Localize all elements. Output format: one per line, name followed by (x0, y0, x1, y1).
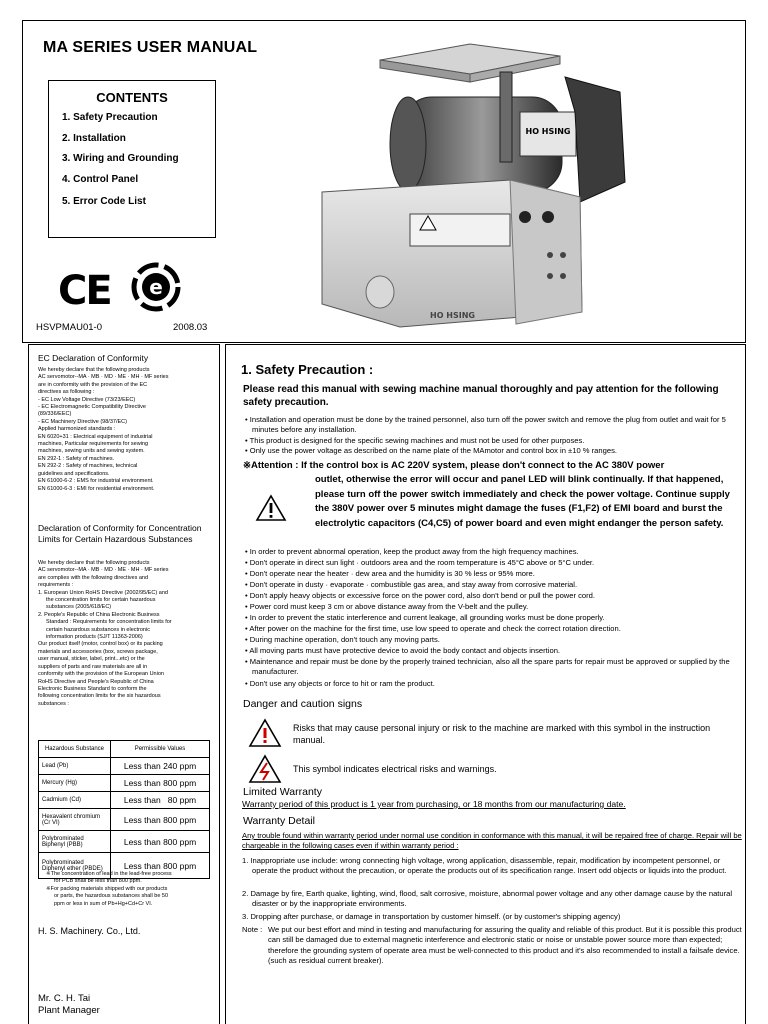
rohs-line: substances : (38, 700, 69, 707)
electrical-hazard-icon (248, 754, 282, 784)
ec-line: machines, sewing units and sewing system. (38, 448, 145, 455)
warranty-detail-heading: Warranty Detail (243, 815, 315, 827)
recycle-e-letter: e (149, 275, 163, 299)
ec-line: EN 292-2 : Safety of machines, technical (38, 463, 138, 470)
limited-warranty-heading: Limited Warranty (243, 786, 322, 798)
bullet-item: • Only use the power voltage as described on the name plate of the MAmotor and control box in ±10 % ranges. (245, 446, 617, 455)
signer-title: Plant Manager (38, 1005, 100, 1016)
motor-brand-label: HO HSING (525, 127, 571, 136)
rohs-line: requirements : (38, 582, 74, 589)
ec-line: EN 61000-6-2 : EMS for industrial environment. (38, 478, 154, 485)
caution-sign-description: Risks that may cause personal injury or risk to the machine are marked with this symbol in the instruction manual. (293, 723, 711, 745)
toc-item-wiring[interactable]: 3. Wiring and Grounding (62, 153, 179, 164)
ec-line: Applied harmonized standards : (38, 426, 116, 433)
signatory (38, 993, 100, 1017)
rohs-declaration-title: Declaration of Conformity for Concentration Limits for Certain Hazardous Substances (38, 523, 202, 544)
attention-note (243, 459, 743, 474)
rohs-line: 2. People's Republic of China Electronic Business (38, 611, 160, 618)
substance-cell: Polybrominated Diphenyl ether (PBDE) (39, 853, 111, 879)
bullet-item: • Installation and operation must be done by the trained personnel, also turn off the power switch and remove the plug from outlet and wait for 5 minutes before any installation. (245, 415, 726, 435)
limit-cell: Less than 800 ppm (111, 809, 210, 831)
limit-cell: Less than 800 ppm (111, 775, 210, 792)
document-date: 2008.03 (173, 322, 208, 333)
note-text: We put our best effort and mind in testing and manufacturing for assuring the quality and reliable of this product. But it is possible this product can still be damaged due to external magnetic interference and electronic static or noise or unstable power source more than expected; therefore the grounding system of operate area must be well-connected to this product and it's also recommended to install a failsafe device. (such as residual current breaker). (268, 925, 742, 965)
table-row (39, 792, 210, 809)
rohs-line: Our product itself (motor, control box) or its packing (38, 641, 163, 648)
ec-line: We hereby declare that the following products (38, 367, 150, 373)
bullet-item: • Don't operate near the heater · dew area and the humidity is 30 % less or 95% more. (245, 569, 535, 578)
bullet-item: • In order to prevent abnormal operation, keep the product away from the high frequency machines. (245, 547, 579, 556)
ec-line: guidelines and specifications. (38, 470, 110, 477)
attention-label: ※Attention : (243, 460, 302, 471)
ec-line: EN 292-1 : Safety of machines. (38, 455, 115, 462)
substance-cell: Cadmium (Cd) (39, 792, 111, 809)
bullet-item: • This product is designed for the specific sewing machines and must not be used for other purposes. (245, 436, 585, 445)
hazardous-substance-table (38, 740, 210, 879)
bullet-item: • In order to prevent the static interference and current leakage, all grounding works must be done properly. (245, 613, 605, 622)
limit-cell: Less than 800 ppm (111, 853, 210, 879)
bullet-item: • Don't operate in direct sun light · outdoors area and the room temperature is 45°C above or 5°C under. (245, 558, 595, 567)
warranty-period-text: Warranty period of this product is 1 year from purchasing, or 18 months from our manufacturing date. (242, 799, 626, 809)
danger-signs-heading: Danger and caution signs (243, 698, 363, 710)
rohs-note: ppm or less in sum of Pb+Hg+Cd+Cr VI. (54, 900, 153, 907)
signer-name: Mr. C. H. Tai (38, 993, 91, 1004)
manual-title: MA SERIES USER MANUAL (43, 39, 258, 56)
table-row (39, 775, 210, 792)
attention-body: outlet, otherwise the error will occur and panel LED will blink continually. If that happened, please turn off the power switch immediately and check the power voltage. Continue supply the 380V power over 5 minutes might damage the fuses (F1,F2) of EMI board and burst the electrolytic capacitors (C4,C5) of power board and even might endanger the person safety. (315, 474, 730, 529)
toc-item-installation[interactable]: 2. Installation (62, 133, 126, 144)
warranty-exclusion: 1. Inappropriate use include: wrong connecting high voltage, wrong application, disassemble, repair, modification by incompetent personnel, or operate the product without the precaution, or operate the products out of its specification range. Insert odd objects or liquids into the product. (242, 856, 727, 876)
table-header-row (39, 741, 210, 758)
limit-cell: Less than 800 ppm (111, 831, 210, 853)
rohs-line: user manual, sticker, label, print...etc) or the (38, 656, 145, 663)
table-row (39, 809, 210, 831)
company-name: H. S. Machinery. Co., Ltd. (38, 926, 141, 936)
contents-title: CONTENTS (96, 90, 168, 105)
table-row (39, 831, 210, 853)
table-header: Permissible Values (111, 741, 210, 758)
warranty-detail-intro: Any trouble found within warranty period under normal use condition in conformance with this manual, it will be repaired free of charge. Repair will be chargeable in the following cases even if within warranty period : (242, 831, 742, 851)
ec-line: (89/336/EEC) (38, 411, 72, 418)
rohs-line: materials and accessories (box, screws package, (38, 648, 158, 655)
document-code: HSVPMAU01-0 (36, 322, 102, 333)
safety-intro: Please read this manual with sewing machine manual thoroughly and pay attention for the following safety precaution. (243, 384, 719, 408)
rohs-declaration-body (38, 560, 218, 708)
attention-first-line: If the control box is AC 220V system, please don't connect to the AC 380V power (301, 460, 665, 471)
rohs-note: for PCB shall be less than 800 ppm. (54, 878, 142, 885)
bullet-item: • Don't use any objects or force to hit or ram the product. (245, 679, 435, 688)
ec-line: AC servomotor--MA · MB · MD · ME · MH · MF series (38, 374, 169, 381)
ec-declaration-body (38, 367, 218, 493)
bullet-item: • After power on the machine for the first time, use low speed to operate and check the correct rotation direction. (245, 624, 621, 633)
substance-cell: Polybrominated Biphenyl (PBB) (39, 831, 111, 853)
warranty-exclusion: 3. Dropping after purchase, or damage in transportation by customer himself. (or by customer's shipping agency) (242, 912, 621, 921)
caution-triangle-icon (248, 718, 282, 748)
toc-item-error-codes[interactable]: 5. Error Code List (62, 196, 146, 207)
electrical-sign-description: This symbol indicates electrical risks and warnings. (293, 764, 497, 774)
rohs-note: ※For packing materials shipped with our products (46, 885, 168, 892)
ce-mark-logo: CE (58, 268, 111, 314)
rohs-line: 1. European Union RoHS Directive (2002/95/EC) and (38, 589, 168, 596)
note-label: Note : (242, 925, 263, 934)
bullet-item: • During machine operation, don't touch any moving parts. (245, 635, 440, 644)
ec-line: directives as following : (38, 389, 95, 396)
toc-item-safety[interactable]: 1. Safety Precaution (62, 112, 158, 123)
substance-cell: Hexavalent chromium (Cr VI) (39, 809, 111, 831)
ec-line: EN 6020+31 : Electrical equipment of industrial (38, 433, 153, 440)
bullet-item: • Don't operate in dusty · evaporate · combustible gas area, and stay away from corrosive material. (245, 580, 578, 589)
warning-triangle-icon (255, 494, 287, 522)
limit-cell: Less than 240 ppm (111, 758, 210, 775)
ec-line: - EC Machinery Directive (98/37/EC) (38, 418, 127, 425)
bullet-item: • Don't apply heavy objects or excessive force on the power cord, also don't bend or pull the power cord. (245, 591, 596, 600)
rohs-line: conformity with the provision of the European Union (38, 671, 164, 678)
rohs-line: Standard : Requirements for concentration limits for (46, 619, 172, 626)
warranty-exclusion: 2. Damage by fire, Earth quake, lighting, wind, flood, salt corrosive, moisture, abnormal power voltage and any other damage cause by the natural disaster or by the inappropriate environments. (242, 889, 733, 909)
toc-item-control-panel[interactable]: 4. Control Panel (62, 174, 139, 185)
limit-cell: Less than 80 ppm (111, 792, 210, 809)
ec-line: - EC Electromagnetic Compatibility Directive (38, 404, 146, 411)
rohs-line: Electronic Business Standard to conform the (38, 685, 147, 692)
rohs-line: AC servomotor--MA · MB · MD · ME · MH · MF series (38, 567, 169, 574)
bullet-item: • All moving parts must have protective device to avoid the body contact and objects insertion. (245, 646, 561, 655)
rohs-line: suppliers of parts and raw materials are all in (38, 663, 148, 670)
rohs-line: following concentration limits for the six hazardous (38, 693, 161, 700)
rohs-line: information products (SJ/T 11363-2006) (46, 634, 143, 641)
table-row (39, 758, 210, 775)
table-of-contents (48, 80, 216, 238)
bullet-item: • Power cord must keep 3 cm or above distance away from the V-belt and the pulley. (245, 602, 529, 611)
rohs-note: or parts, the hazardous substances shall be 50 (54, 893, 169, 900)
ec-line: are in conformity with the provision of the EC (38, 381, 148, 388)
rohs-note: ※The concentration of lead in the lead-free process (46, 871, 172, 877)
rohs-line: substances (2005/618/EC) (46, 604, 112, 611)
rohs-notes (46, 871, 216, 908)
rohs-line: the concentration limits for certain hazardous (46, 597, 156, 604)
rohs-line: certain hazardous substances in electronic (46, 626, 150, 633)
bullet-item: • Maintenance and repair must be done by the properly trained technician, also all the spare parts for repair must be approved or supplied by the manufacturer. (245, 657, 730, 677)
ec-line: - EC Low Voltage Directive (73/23/EEC) (38, 396, 136, 403)
control-box-brand: HO HSING (430, 311, 475, 320)
rohs-line: We hereby declare that the following products (38, 560, 150, 566)
substance-cell: Lead (Pb) (39, 758, 111, 775)
substance-cell: Mercury (Hg) (39, 775, 111, 792)
rohs-line: RoHS Directive and People's Republic of China (38, 678, 154, 685)
ec-line: EN 61000-6-3 : EMI for residential environment. (38, 485, 155, 492)
recycle-e-logo (131, 262, 181, 312)
rohs-line: are complies with the following directives and (38, 574, 149, 581)
section-title: 1. Safety Precaution : (241, 362, 374, 377)
servo-motor-image (320, 42, 640, 332)
table-header: Hazardous Substance (39, 741, 111, 758)
ec-declaration-title: EC Declaration of Conformity (38, 353, 149, 363)
ec-line: machines, Particular requirements for sewing (38, 441, 149, 448)
